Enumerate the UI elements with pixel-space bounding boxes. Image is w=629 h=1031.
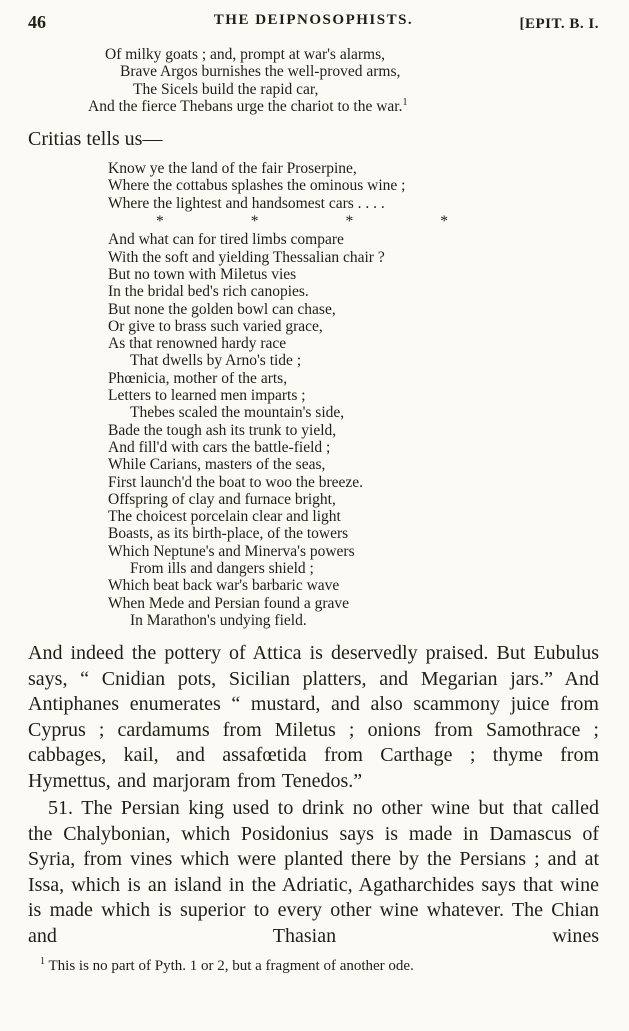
footnote-text: This is no part of Pyth. 1 or 2, but a fragment of another ode.	[48, 958, 414, 975]
running-title: THE DEIPNOSOPHISTS.	[213, 12, 414, 28]
verse-line: Phœnicia, mother of the arts,	[108, 369, 288, 387]
verse-line: Which Neptune's and Minerva's powers	[108, 542, 355, 560]
verse-line: But no town with Miletus vies	[108, 265, 297, 283]
verse-line: The choicest porcelain clear and light	[108, 508, 341, 526]
verse-line: Which beat back war's barbaric wave	[108, 577, 340, 595]
verse-line: Letters to learned men imparts ;	[108, 387, 306, 405]
verse-line	[88, 98, 599, 115]
prose-intro: Critias tells us—	[28, 128, 163, 151]
verse-line: Offspring of clay and furnace bright,	[108, 490, 336, 508]
edition-label: [EPIT. B. I.	[519, 16, 599, 32]
verse-line: Bade the tough ash its trunk to yield,	[108, 421, 337, 439]
asterisk: *	[345, 213, 354, 231]
verse-line: Where the cottabus splashes the ominous wine ;	[108, 177, 406, 195]
verse-line: Boasts, as its birth-place, of the towers	[108, 525, 349, 543]
verse-line: Thebes scaled the mountain's side,	[130, 404, 345, 422]
verse-line: Or give to brass such varied grace,	[108, 317, 323, 335]
verse-block-2	[108, 160, 599, 629]
verse-line: While Carians, masters of the seas,	[108, 456, 326, 474]
verse-line-text: And the fierce Thebans urge the chariot to the war.	[88, 97, 403, 115]
verse-line: In the bridal bed's rich canopies.	[108, 283, 309, 301]
verse-line: And what can for tired limbs compare	[108, 231, 344, 249]
verse-line: Know ye the land of the fair Proserpine,	[108, 160, 357, 178]
verse-line: Of milky goats ; and, prompt at war's alarms,	[105, 46, 386, 63]
verse-line: Where the lightest and handsomest cars . . . .	[108, 194, 385, 212]
footnote-marker: 1	[40, 956, 45, 968]
asterisk: *	[156, 213, 164, 231]
running-header	[28, 12, 599, 34]
verse-line: But none the golden bowl can chase,	[108, 300, 336, 318]
page-number: 46	[28, 12, 46, 32]
verse-line: In Marathon's undying field.	[130, 611, 307, 629]
verse-line: That dwells by Arno's tide ;	[130, 352, 302, 370]
verse-line: The Sicels build the rapid car,	[133, 80, 319, 98]
verse-line: When Mede and Persian found a grave	[108, 594, 350, 612]
verse-line: As that renowned hardy race	[108, 335, 287, 353]
prose-paragraph-2: 51. The Persian king used to drink no other wine but that called the Chalybonian, which Posidonius says is made in Damascus of Syria, from vines which were planted there by the Persians ; and at Issa, which is an island in the Adriatic, Agatharchides says that wine is made which is superior to every other wine whatever. The Chian and Thasian wines	[28, 797, 599, 947]
asterisk: *	[440, 213, 448, 231]
verse-line: From ills and dangers shield ;	[130, 560, 314, 578]
footnote-ref: 1	[402, 96, 408, 108]
prose-paragraph-1: And indeed the pottery of Attica is deservedly praised. But Eubulus says, “ Cnidian pots, Sicilian platters, and Megarian jars.” And Antiphanes enumerates “ mustard, and also scammony juice from Cyprus ; cardamums from Miletus ; onions from Samothrace ; cabbages, kail, and assafœtida from Carthage ; thyme from Hymettus, and marjoram from Tenedos.”	[28, 642, 599, 792]
asterisk: *	[250, 213, 259, 231]
asterisk-separator	[156, 213, 448, 230]
verse-line: Brave Argos burnishes the well-proved arms,	[120, 63, 401, 81]
verse-line: And fill'd with cars the battle-field ;	[108, 438, 331, 456]
verse-block-1	[88, 46, 599, 115]
verse-line: With the soft and yielding Thessalian chair ?	[108, 248, 385, 266]
footnote	[40, 958, 599, 975]
verse-line: First launch'd the boat to woo the breeze.	[108, 473, 364, 491]
